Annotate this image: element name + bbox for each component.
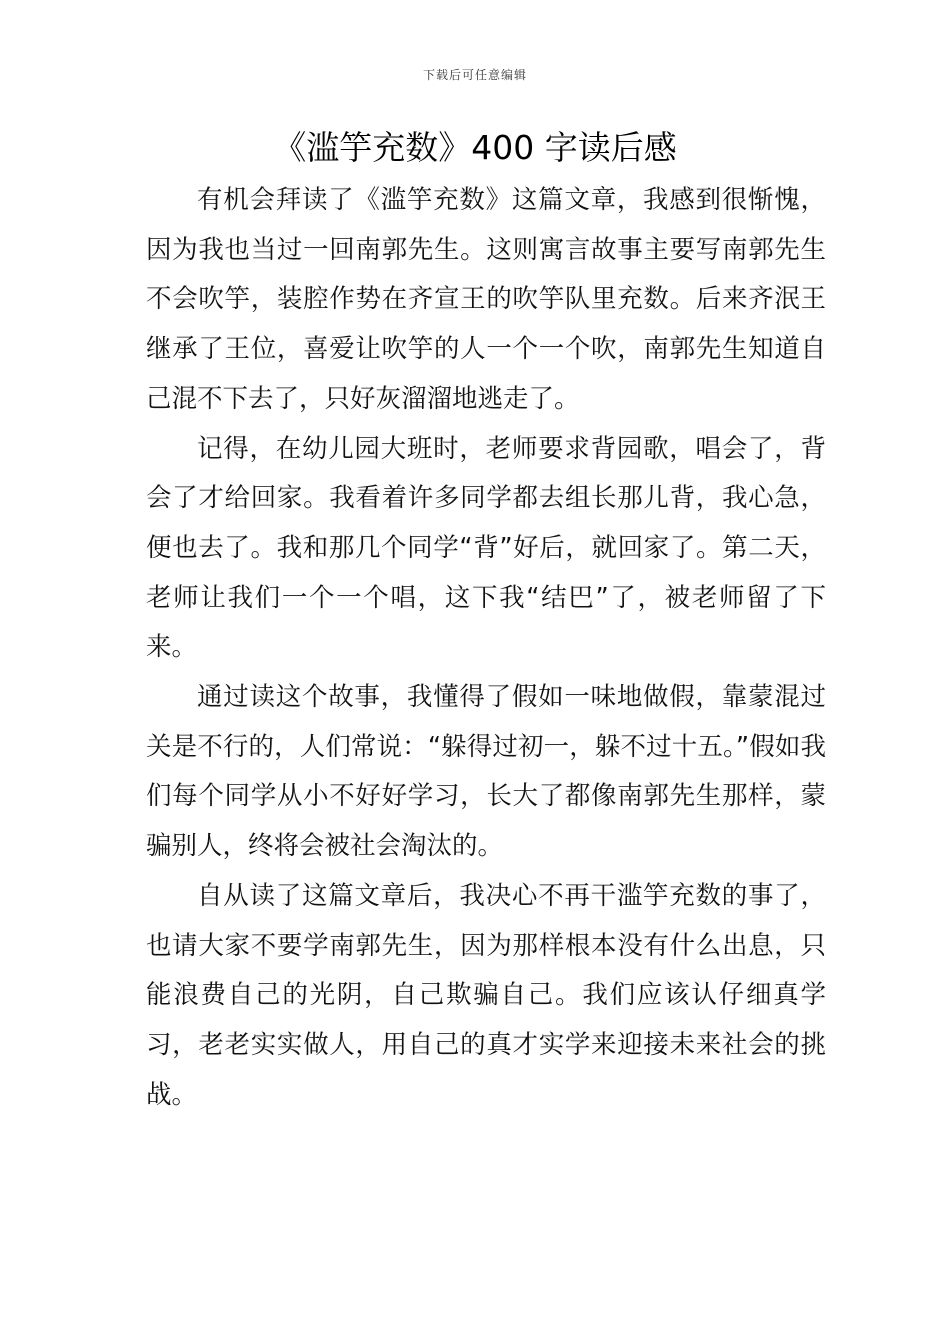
paragraph: 通过读这个故事，我懂得了假如一味地做假，靠蒙混过关是不行的，人们常说：“躲得过初一，躲不过十五。”假如我们每个同学从小不好好学习，长大了都像南郭先生那样，蒙骗别人，终将会被社会淘汰的。 [146, 682, 826, 862]
paragraph: 记得，在幼儿园大班时，老师要求背园歌，唱会了，背会了才给回家。我看着许多同学都去组长那儿背，我心急，便也去了。我和那几个同学“背”好后，就回家了。第二天，老师让我们一个一个唱，这下我“结巴”了，被老师留了下来。 [146, 433, 826, 663]
paragraph: 自从读了这篇文章后，我决心不再干滥竽充数的事了，也请大家不要学南郭先生，因为那样根本没有什么出息，只能浪费自己的光阴，自己欺骗自己。我们应该认仔细真学习，老老实实做人，用自己的真才实学来迎接未来社会的挑战。 [146, 880, 826, 1110]
paragraph: 有机会拜读了《滥竽充数》这篇文章，我感到很惭愧，因为我也当过一回南郭先生。这则寓言故事主要写南郭先生不会吹竽，装腔作势在齐宣王的吹竽队里充数。后来齐泯王继承了王位，喜爱让吹竽的人一个一个吹，南郭先生知道自己混不下去了，只好灰溜溜地逃走了。 [146, 185, 826, 414]
article-body [146, 176, 826, 1120]
page-title: 《滥竽充数》400 字读后感 [273, 128, 677, 167]
header-note: 下载后可任意编辑 [422, 68, 527, 82]
